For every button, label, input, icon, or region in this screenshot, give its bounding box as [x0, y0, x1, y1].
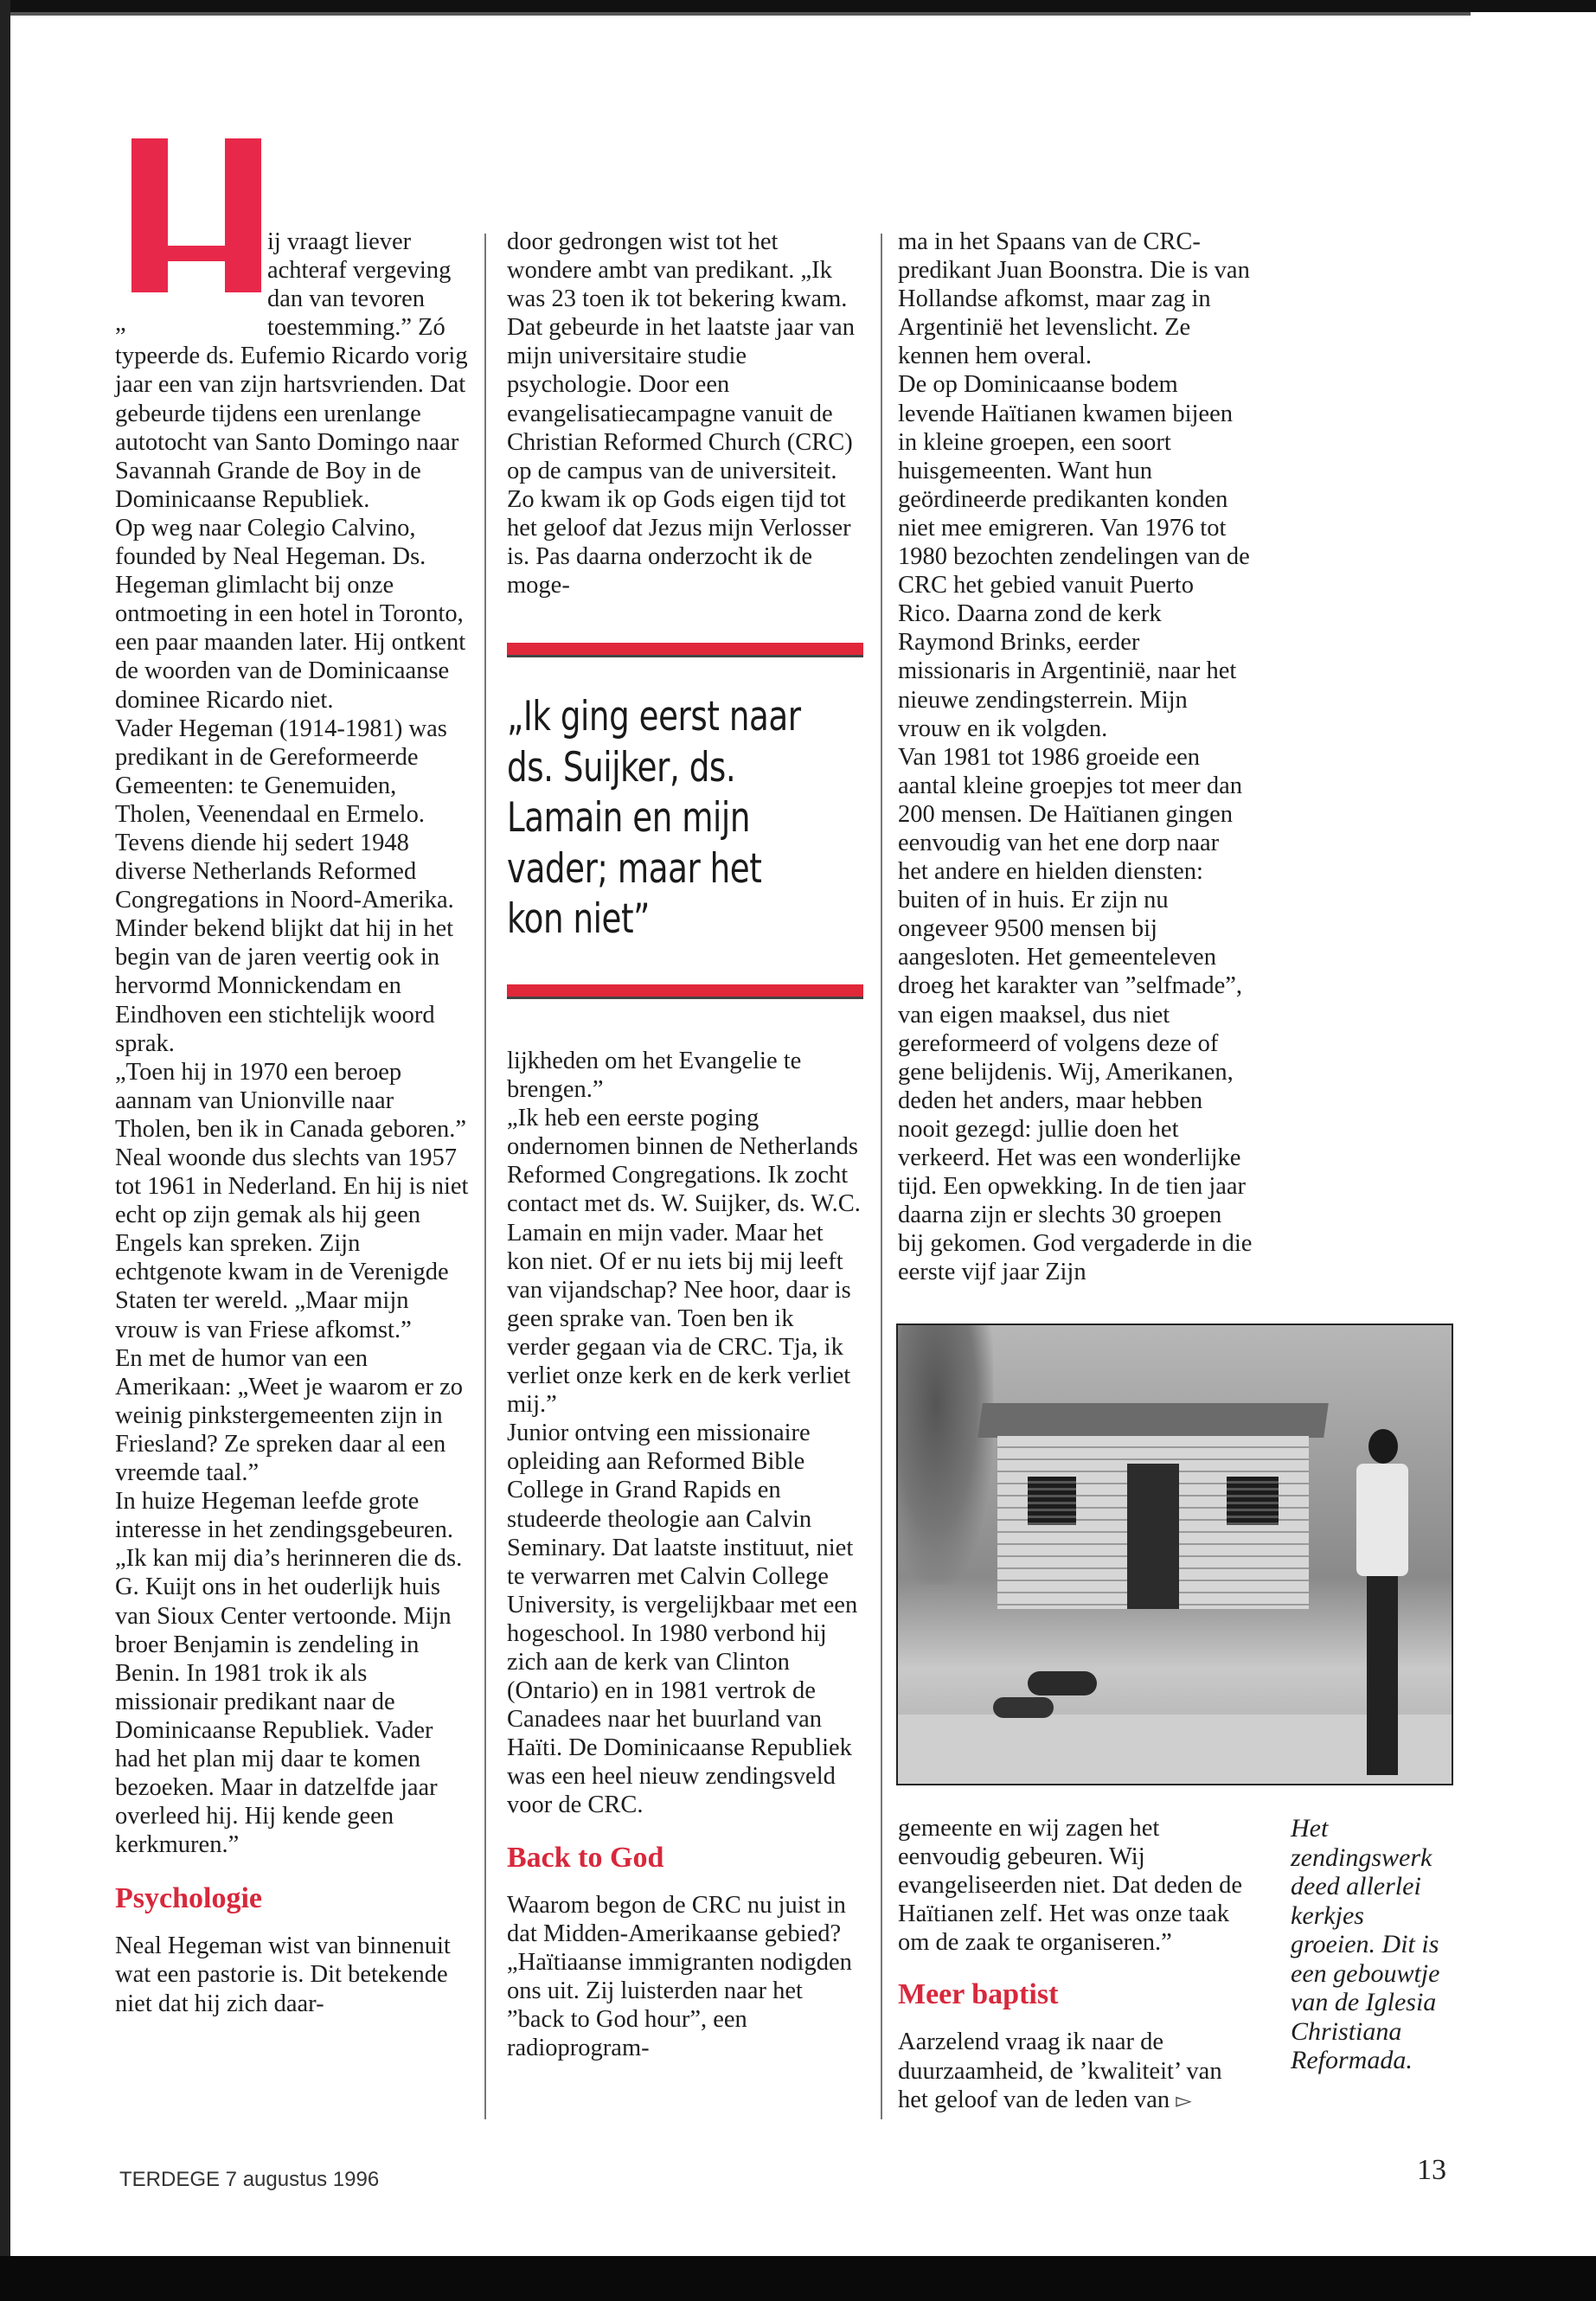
paragraph: typeerde ds. Eufemio Ricardo vorig jaar een van zijn hartsvrienden. Dat gebeurde tijdens een urenlange autotocht van Santo Domingo naar Savannah Grande de Boy in de Dominicaanse Republiek. — [115, 343, 468, 513]
article-column-3-top — [898, 228, 1253, 1286]
article-column-1 — [115, 228, 470, 2018]
column-rule-2 — [881, 234, 882, 2119]
subheading-psychologie: Psychologie — [115, 1882, 262, 1915]
paragraph: En met de humor van een Amerikaan: „Weet je waarom er zo weinig pinkstergemeenten zijn in Friesland? Ze spreken daar al een vreemde taal.” — [115, 1344, 464, 1487]
paragraph: Op weg naar Colegio Calvino, founded by Neal Hegeman. Ds. Hegeman glimlacht bij onze ontmoeting in een hotel in Toronto, een paar maanden later. Hij ontkent de woorden van de Dominicaanse dominee Ricardo niet. — [115, 514, 466, 714]
pullquote-bar-top — [507, 643, 863, 657]
paragraph: door gedrongen wist tot het wondere ambt van predikant. „Ik was 23 toen ik tot bekering kwam. Dat gebeurde in het laatste jaar van mijn universitaire studie psychologie. Door een evangelisatiecampagne vanuit de Christian Reformed Church (CRC) op de campus van de universiteit. Zo kwam ik op Gods eigen tijd tot het geloof dat Jezus mijn Verlosser is. Pas daarna onderzocht ik de moge- — [507, 228, 855, 599]
paragraph — [898, 2028, 1253, 2115]
lead-line: ij vraagt liever — [267, 228, 412, 255]
lead-line: toestemming.” Zó — [267, 314, 445, 342]
subheading-back-to-god: Back to God — [507, 1841, 664, 1874]
scan-border-top — [0, 0, 1596, 12]
paragraph: De op Dominicaanse bodem levende Haïtianen kwamen bijeen in kleine groepen, een soort huisgemeenten. Want hun geördineerde predikanten konden niet mee emigreren. Van 1976 tot 1980 bezochten zendelingen van de CRC het gebied vanuit Puerto Rico. Daarna zond de kerk Raymond Brinks, eerder missionaris in Argentinië, naar het nieuwe zendingsterrein. Mijn vrouw en ik volgden. — [898, 371, 1250, 742]
paragraph: Junior ontving een missionaire opleiding aan Reformed Bible College in Grand Rapids en studeerde theologie aan Calvin Seminary. Dat laatste instituut, niet te verwarren met Calvin College University, is vergelijkbaar met een hogeschool. In 1980 verbond hij zich aan de kerk van Clinton (Ontario) en in 1981 vertrok de Canadees naar het buurland van Haïti. De Dominicaanse Republiek was een heel nieuw zendingsveld voor de CRC. — [507, 1420, 858, 1819]
paragraph: „Toen hij in 1970 een beroep aannam van Unionville naar Tholen, ben ik in Canada geboren.” Neal woonde dus slechts van 1957 tot 1961 in Nederland. En hij is niet echt op zijn gemak als hij geen Engels kan spreken. Zijn echtgenote kwam in de Verenigde Staten ter wereld. „Maar mijn vrouw is van Friese afkomst.” — [115, 1058, 469, 1343]
paragraph: Neal Hegeman wist van binnenuit wat een pastorie is. Dit betekende niet dat hij zich daar- — [115, 1932, 451, 2017]
paragraph: Vader Hegeman (1914-1981) was predikant in de Gereformeerde Gemeenten: te Genemuiden, Tholen, Veenendaal en Ermelo. Tevens diende hij sedert 1948 diverse Netherlands Reformed Congregations in Noord-Amerika. Minder bekend blijkt dat hij in het begin van de jaren veertig ook in hervormd Monnickendam en Eindhoven een stichtelijk woord sprak. — [115, 715, 454, 1057]
scan-border-bottom — [0, 2256, 1596, 2301]
opening-quote-mark: „ — [115, 310, 126, 336]
subheading-meer-baptist: Meer baptist — [898, 1978, 1059, 2011]
paragraph: lijkheden om het Evangelie te brengen.” — [507, 1048, 802, 1104]
pullquote: „Ik ging eerst naar ds. Suijker, ds. Lamain en mijn vader; maar het kon niet” — [507, 693, 801, 943]
article-column-2-top — [507, 228, 862, 599]
article-column-2-bottom — [507, 1047, 862, 2062]
pullquote-bar-bottom — [507, 984, 863, 999]
scan-border-top-inner — [0, 12, 1471, 16]
page-number: 13 — [1417, 2154, 1446, 2186]
paragraph: Van 1981 tot 1986 groeide een aantal kleine groepjes tot meer dan 200 mensen. De Haïtianen gingen eenvoudig van het ene dorp naar het andere en hielden diensten: buiten of in huis. Er zijn nu ongeveer 9500 mensen bij aangesloten. Het gemeenteleven droeg het karakter van ”selfmade”, van eigen maaksel, dus niet gereformeerd of volgens deze of gene belijdenis. Wij, Amerikanen, deden het anders, maar hebben nooit gezegd: jullie doen het verkeerd. Het was een wonderlijke tijd. Een opwekking. In de tien jaar daarna zijn er slechts 30 groepen bij gekomen. God vergaderde in die eerste vijf jaar Zijn — [898, 743, 1253, 1286]
church-building-photo — [896, 1324, 1453, 1785]
photo-caption: Het zendingswerk deed allerlei kerkjes groeien. Dit is een gebouwtje van de Iglesia Christiana Reformada. — [1291, 1814, 1440, 2074]
paragraph-text: Aarzelend vraag ik naar de duurzaamheid, de ’kwaliteit’ van het geloof van de leden van — [898, 2029, 1222, 2113]
lead-line: achteraf vergeving — [267, 257, 452, 285]
continue-arrow-icon: ▻ — [1176, 2089, 1192, 2112]
paragraph: gemeente en wij zagen het eenvoudig gebeuren. Wij evangeliseerden niet. Dat deden de Haïtianen zelf. Het was onze taak om de zaak te organiseren.” — [898, 1815, 1243, 1957]
publication-footer: TERDEGE 7 augustus 1996 — [119, 2168, 380, 2191]
article-column-3-bottom — [898, 1814, 1253, 2116]
column-rule-1 — [484, 234, 486, 2119]
paragraph: Waarom begon de CRC nu juist in dat Midden-Amerikaanse gebied? „Haïtiaanse immigranten nodigden ons uit. Zij luisterden naar het ”back to God hour”, een radioprogram- — [507, 1891, 852, 2061]
paragraph: In huize Hegeman leefde grote interesse in het zendingsgebeuren. „Ik kan mij dia’s herinneren die ds. G. Kuijt ons in het ouderlijk huis van Sioux Center vertoonde. Mijn broer Benjamin is zendeling in Benin. In 1981 trok ik als missionair predikant naar de Dominicaanse Republiek. Vader had het plan mij daar te komen bezoeken. Maar in datzelfde jaar overleed hij. Hij kende geen kerkmuren.” — [115, 1488, 463, 1859]
lead-line: dan van tevoren — [267, 285, 426, 313]
paragraph: ma in het Spaans van de CRC-predikant Juan Boonstra. Die is van Hollandse afkomst, maar zag in Argentinië het levenslicht. Ze kennen hem overal. — [898, 228, 1250, 370]
scan-border-left — [0, 0, 10, 2301]
paragraph: „Ik heb een eerste poging ondernomen binnen de Netherlands Reformed Congregations. Ik zocht contact met ds. W. Suijker, ds. W.C. Lamain en mijn vader. Maar het kon niet. Of er nu iets bij mij leeft van vijandschap? Nee hoor, daar is geen sprake van. Toen ben ik verder gegaan via de CRC. Tja, ik verliet onze kerk en de kerk verliet mij.” — [507, 1105, 861, 1419]
